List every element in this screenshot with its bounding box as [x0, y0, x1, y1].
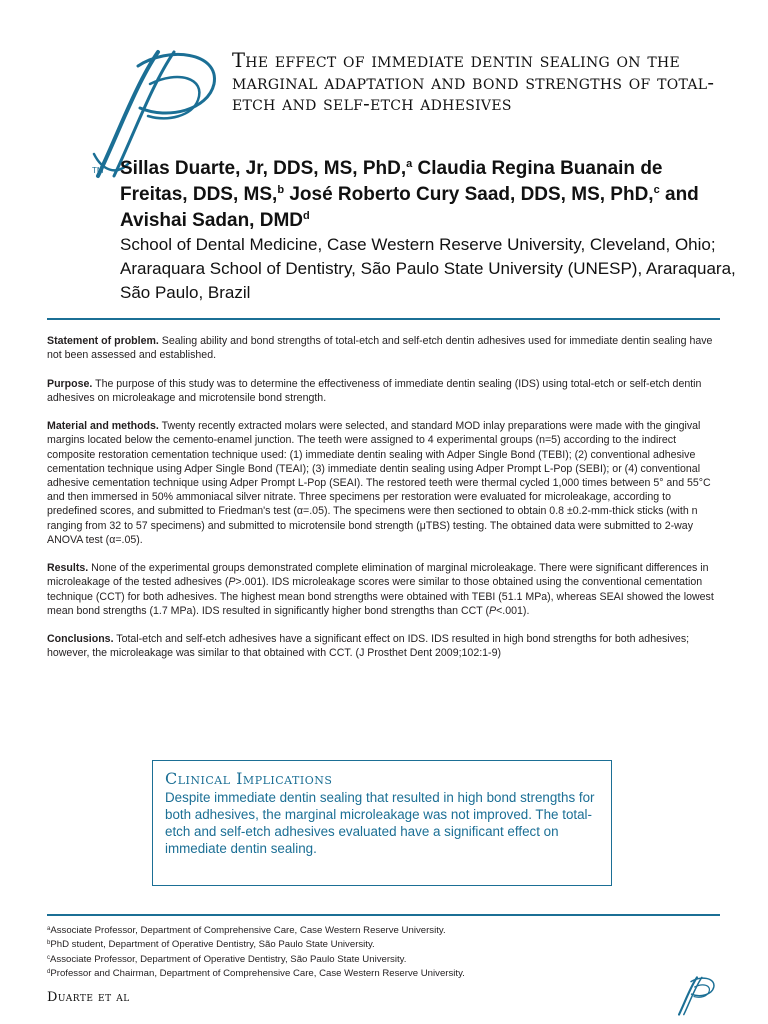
abstract-label: Conclusions.	[47, 633, 114, 646]
author-superscript: b	[277, 184, 285, 196]
footnote-text: Professor and Chairman, Department of Comprehensive Care, Case Western Reserve University.	[50, 967, 465, 979]
author-name: Sillas Duarte, Jr, DDS, MS, PhD,	[120, 158, 407, 179]
footnote	[47, 924, 717, 938]
abstract-label: Results.	[47, 562, 89, 575]
monogram-icon	[676, 975, 718, 1017]
footnote-divider	[47, 914, 720, 916]
affiliation: School of Dental Medicine, Case Western Reserve University, Cleveland, Ohio; Araraquara School of Dentistry, São Paulo State University (UNESP), Araraquara, São Paulo, Brazil	[120, 235, 736, 302]
abstract-label: Material and methods.	[47, 420, 159, 433]
abstract	[47, 334, 717, 675]
clinical-implications-body: Despite immediate dentin sealing that resulted in high bond strengths for both adhesives, the marginal microleakage was not improved. The total-etch and self-etch adhesives evaluated have a significant effect on immediate dentin sealing.	[165, 790, 595, 856]
footer-monogram-logo	[676, 975, 718, 1017]
author-name: Claudia Regina Buanain de Freitas, DDS, MS,	[120, 158, 663, 205]
p-value-symbol: P	[228, 576, 236, 589]
abstract-text: Twenty recently extracted molars were selected, and standard MOD inlay preparations were made with the gingival margins located below the cemento-enamel junction. The teeth were assigned to 4 experimental groups (n=5) according to the indirect composite restoration cementation technique used: (1) immediate dentin sealing with Adper Single Bond (TEBI); (2) conventional adhesive cementation technique using Adper Single Bond (TEAI); (3) immediate dentin sealing using Adper Prompt L-Pop (SEBI); or (4) conventional adhesive cementation technique using Adper Prompt L-Pop (SEAI). The restored teeth were thermal cycled 1,000 times between 5° and 55°C and then immersed in 50% ammoniacal silver nitrate. Three specimens per restoration were evaluated for microleakage, according to predefined scores, and submitted to Friedman's test (α=.05). The specimens were then sectioned to obtain 0.8 ±0.2-mm-thick sticks (with n ranging from 32 to 57 specimens) and submitted to microtensile bond strength (μTBS) testing. The obtained data were submitted to 2-way ANOVA test (α=.05).	[47, 420, 711, 546]
footnote-text: PhD student, Department of Operative Dentistry, São Paulo State University.	[50, 939, 375, 951]
footnote-superscript: c	[47, 954, 50, 961]
p-value-symbol: P	[489, 604, 497, 617]
footnote-text: Associate Professor, Department of Comprehensive Care, Case Western Reserve University.	[50, 925, 446, 936]
author-superscript: a	[406, 158, 413, 170]
author-superscript: d	[303, 210, 310, 222]
footnote-text: Associate Professor, Department of Operative Dentistry, São Paulo State University.	[50, 953, 407, 965]
abstract-text: >.001). IDS microleakage scores were similar to those obtained using the conventional cementation technique (CCT) for both adhesives. The highest mean bond strengths were obtained with TEBI (51.1 MPa), whereas SEAI showed the lowest mean bond strengths (1.7 MPa). IDS resulted in significantly higher bond strengths than CCT (	[47, 576, 714, 617]
footnote-superscript: a	[47, 926, 51, 932]
clinical-implications-box	[152, 760, 612, 886]
trademark-mark: TM	[92, 166, 104, 175]
running-head: Duarte et al	[47, 990, 130, 1005]
author-list	[120, 156, 730, 234]
author-name: and Avishai Sadan, DMD	[120, 184, 699, 231]
abstract-problem	[47, 334, 717, 362]
footnotes	[47, 924, 717, 981]
article-title: The effect of immediate dentin sealing on the marginal adaptation and bond strengths of total-etch and self-etch adhesives	[232, 49, 715, 115]
abstract-methods	[47, 419, 717, 547]
abstract-text: Sealing ability and bond strengths of total-etch and self-etch dentin adhesives used for immediate dentin sealing have not been assessed and established.	[47, 335, 713, 362]
clinical-implications-title: Clinical Implications	[165, 769, 333, 788]
abstract-text: <.001).	[496, 604, 530, 617]
abstract-purpose	[47, 377, 717, 405]
abstract-conclusions	[47, 632, 717, 660]
footnote-superscript: d	[47, 968, 51, 975]
top-divider	[47, 318, 720, 320]
abstract-results	[47, 561, 717, 618]
abstract-text: The purpose of this study was to determine the effectiveness of immediate dentin sealing (IDS) using total-etch or self-etch dentin adhesives on microleakage and microtensile bond strength.	[47, 377, 702, 404]
footnote	[47, 953, 717, 967]
author-superscript: c	[653, 184, 660, 196]
abstract-label: Statement of problem.	[47, 335, 159, 347]
abstract-text: None of the experimental groups demonstrated complete elimination of marginal microleakage. There were significant differences in microleakage of the tested adhesives (	[47, 562, 709, 589]
author-name: José Roberto Cury Saad, DDS, MS, PhD,	[284, 184, 654, 205]
footnote	[47, 938, 717, 952]
footnote-superscript: b	[47, 940, 51, 947]
footnote	[47, 967, 717, 981]
abstract-text: Total-etch and self-etch adhesives have a significant effect on IDS. IDS resulted in high bond strengths for both adhesives; however, the microleakage was similar to that obtained with CCT. (J Prosthet Dent 2009;102:1-9)	[47, 633, 690, 660]
abstract-label: Purpose.	[47, 377, 93, 390]
